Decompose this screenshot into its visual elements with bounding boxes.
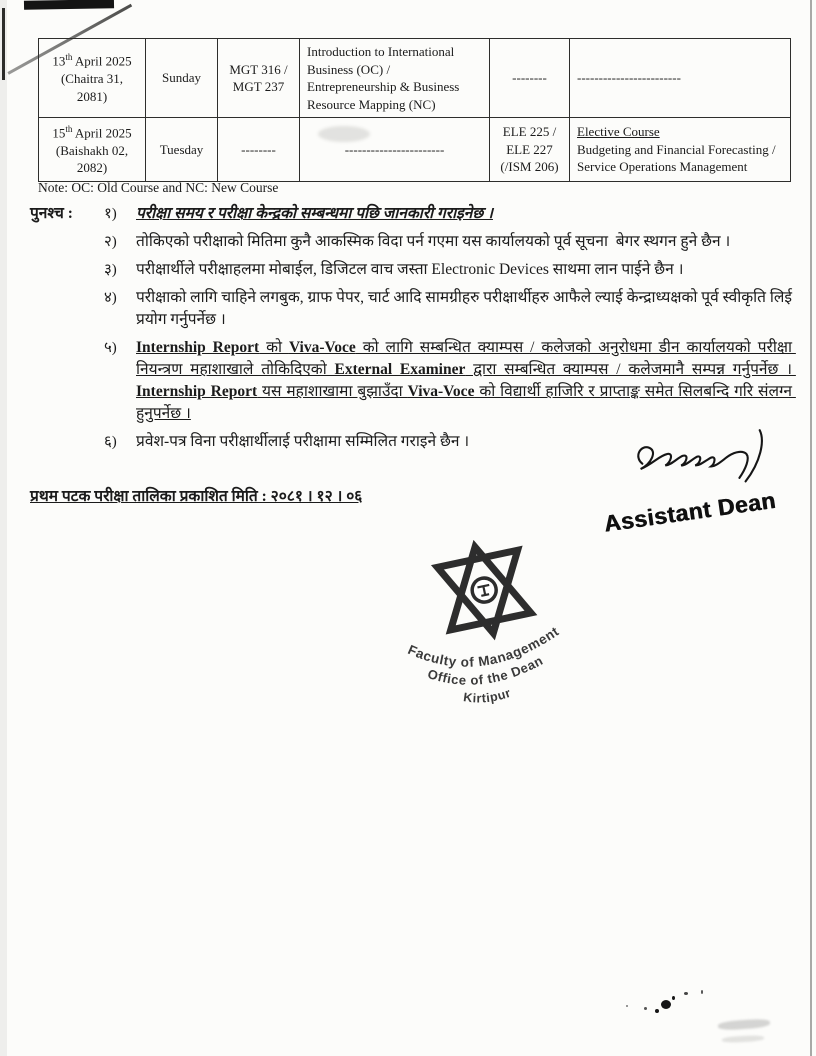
note-item-4: [104, 287, 796, 331]
publish-date-line: प्रथम पटक परीक्षा तालिका प्रकाशित मिति : २०८१ । १२ । ०६: [30, 488, 363, 505]
svg-text:Kirtipur: [462, 686, 512, 706]
ink-speck: [672, 996, 675, 1000]
note-item: [30, 203, 792, 225]
ink-smudge: [318, 126, 370, 142]
faculty-office-stamp: [405, 538, 567, 715]
item-number: २): [104, 234, 117, 250]
item-number: ४): [104, 290, 117, 306]
ink-speck: [626, 1005, 628, 1007]
note-item-1: [104, 203, 792, 225]
cell-exam-date: 13th April 2025 (Chaitra 31, 2081): [39, 39, 146, 118]
ink-speck: [644, 1007, 647, 1010]
item-number: १): [104, 206, 117, 222]
cell-weekday: Sunday: [146, 39, 218, 118]
note-item-5: [104, 337, 796, 425]
item-number: ५): [104, 340, 117, 356]
note-item-2: [104, 231, 792, 253]
hexagram-star-icon: [435, 539, 534, 642]
office-stamp-graphic: [405, 538, 567, 710]
handwritten-signature: [630, 423, 780, 498]
item-text: Internship Report को Viva-Voce को लागि सम्बन्धित क्याम्पस / कलेजको अनुरोधमा डीन कार्यालयको परीक्षा नियन्त्रण महाशाखाले तोकिदिएको External Examiner द्वारा सम्बन्धित क्याम्पस / कलेजमानै सम्पन्न गर्नुपर्नेछ । Internship Report यस महाशाखामा बुझाउँदा Viva-Voce को विद्यार्थी हाजिरि र प्राप्ताङ्क समेत सिलबन्दि गरि संलग्न हुनुपर्नेछ ।: [136, 339, 796, 422]
cell-course-title-2: ------------------------: [570, 39, 791, 118]
ink-speck: [661, 1000, 671, 1009]
signature-scribble-icon: [630, 423, 780, 493]
item-number: ३): [104, 262, 117, 278]
item-number: ६): [104, 434, 117, 450]
postscript-label: पुनश्च :: [30, 205, 73, 222]
cell-course-code-2: ELE 225 / ELE 227 (/ISM 206): [490, 118, 570, 182]
stamp-text-faculty: Faculty of Management: [405, 623, 562, 670]
cell-course-code: --------: [218, 118, 300, 182]
item-text: तोकिएको परीक्षाको मितिमा कुनै आकस्मिक विदा पर्न गएमा यस कार्यालयको पूर्व सूचना बेगर स्थगन हुने छैन ।: [136, 233, 731, 250]
stamp-text-office: Office of the Dean: [425, 652, 546, 688]
cell-course-title-2: Elective Course Budgeting and Financial Forecasting / Service Operations Management: [570, 118, 791, 182]
course-legend-note: Note: OC: Old Course and NC: New Course: [38, 180, 279, 195]
pencil-smudge: [718, 1018, 771, 1031]
scan-corner-black-mark: [24, 0, 114, 10]
scan-corner-edge-line: [2, 8, 5, 80]
ink-speck: [684, 992, 688, 995]
assistant-dean-stamp: Assistant Dean: [602, 486, 778, 537]
item-text: परीक्षार्थीले परीक्षाहलमा मोबाईल, डिजिटल वाच जस्ता Electronic Devices साथमा लान पाईने छैन ।: [136, 261, 684, 278]
pencil-smudge: [722, 1035, 764, 1043]
cell-course-title: -----------------------: [300, 118, 490, 182]
exam-schedule-table: [38, 38, 791, 182]
cell-weekday: Tuesday: [146, 118, 218, 182]
note-item-3: [104, 259, 792, 281]
ink-speck: [655, 1009, 659, 1013]
item-text: परीक्षा समय र परीक्षा केन्द्रको सम्बन्धमा पछि जानकारी गराइनेछ ।: [136, 205, 493, 222]
cell-exam-date: 15th April 2025 (Baishakh 02, 2082): [39, 118, 146, 182]
scan-left-edge-band: [0, 0, 7, 1056]
cell-course-title: Introduction to International Business (OC) / Entrepreneurship & Business Resource Mapping (NC): [300, 39, 490, 118]
item-text: परीक्षाको लागि चाहिने लगबुक, ग्राफ पेपर, चार्ट आदि सामग्रीहरु परीक्षार्थीहरु आफैले ल्याई केन्द्राध्यक्षको पूर्व स्वीकृति लिई प्रयोग गर्नुपर्नेछ ।: [136, 289, 796, 328]
cell-course-code-2: --------: [490, 39, 570, 118]
ink-speck: [701, 990, 703, 994]
postscript-notes: [30, 203, 796, 459]
scan-right-edge-line: [810, 0, 812, 1056]
cell-course-code: MGT 316 / MGT 237: [218, 39, 300, 118]
stamp-text-place: Kirtipur: [462, 685, 513, 706]
item-text: प्रवेश-पत्र विना परीक्षार्थीलाई परीक्षामा सम्मिलित गराइने छैन ।: [136, 433, 470, 450]
